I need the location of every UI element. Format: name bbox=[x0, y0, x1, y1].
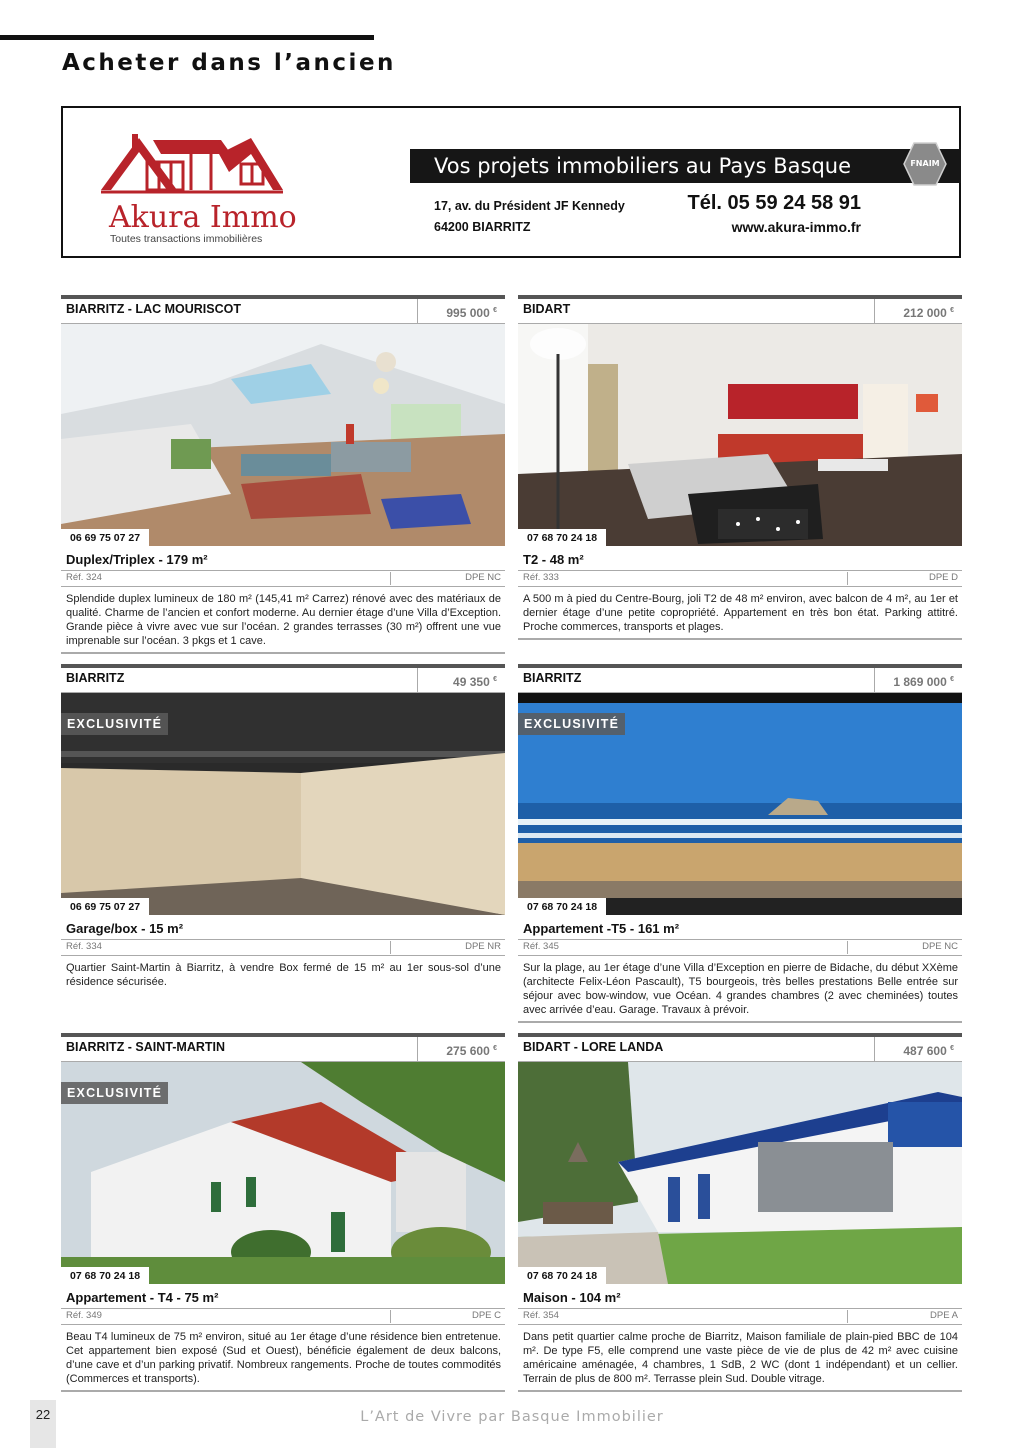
listing-dpe: DPE NC bbox=[847, 941, 958, 954]
page-footer: L’Art de Vivre par Basque Immobilier bbox=[360, 1409, 664, 1425]
listing-title: Duplex/Triplex - 179 m² bbox=[66, 552, 208, 567]
address-line-1: 17, av. du Président JF Kennedy bbox=[434, 199, 625, 213]
listing-phone[interactable]: 06 69 75 07 27 bbox=[61, 529, 149, 546]
listing-city: BIARRITZ bbox=[523, 671, 582, 685]
listing-ref: Réf. 354 bbox=[523, 1310, 559, 1321]
listing-meta bbox=[61, 1308, 505, 1325]
listing-meta bbox=[518, 1308, 962, 1325]
listing-city: BIARRITZ bbox=[66, 671, 125, 685]
agency-address bbox=[434, 196, 625, 238]
fnaim-badge-label: FNAIM bbox=[910, 159, 940, 168]
listing-title: Appartement -T5 - 161 m² bbox=[523, 921, 680, 936]
listing-dpe: DPE C bbox=[390, 1310, 501, 1323]
listing-title: Appartement - T4 - 75 m² bbox=[66, 1290, 219, 1305]
listing-phone[interactable]: 07 68 70 24 18 bbox=[518, 898, 606, 915]
listing-ref: Réf. 349 bbox=[66, 1310, 102, 1321]
listing-photo[interactable] bbox=[61, 324, 505, 546]
listing-dpe: DPE A bbox=[847, 1310, 958, 1323]
listing-price: 49 350 € bbox=[417, 668, 505, 692]
listing-header bbox=[518, 295, 962, 324]
listing-footer-rule bbox=[518, 638, 962, 640]
listing-description: Beau T4 lumineux de 75 m² environ, situé au 1er étage d’une résidence bien entretenue. Cet appartement bien exposé (Sud et Ouest), bénéficie également de deux balcons, d’une cave et d’un parking privatif. Nombreux rangements. Proche de toutes commodités (Commerces et transports). bbox=[66, 1331, 501, 1385]
listing-phone[interactable]: 07 68 70 24 18 bbox=[518, 529, 606, 546]
listing-price: 1 869 000 € bbox=[874, 668, 962, 692]
listing-description: A 500 m à pied du Centre-Bourg, joli T2 de 48 m² environ, avec balcon de 4 m², au 1er et dernier étage d’une petite copropriété. Appartement en très bon état. Parking attitré. Proche commerces, transports et plages. bbox=[523, 593, 958, 633]
address-line-2: 64200 BIARRITZ bbox=[434, 220, 531, 234]
listing-description: Quartier Saint-Martin à Biarritz, à vendre Box fermé de 15 m² au 1er sous-sol d’une résidence sécurisée. bbox=[66, 962, 501, 988]
listing-footer-rule bbox=[518, 1390, 962, 1392]
listing-meta bbox=[61, 570, 505, 587]
agency-website[interactable]: www.akura-immo.fr bbox=[731, 219, 861, 235]
listing-footer-rule bbox=[61, 1390, 505, 1392]
top-rule bbox=[0, 35, 374, 40]
agency-tagline: Toutes transactions immobilières bbox=[110, 233, 263, 245]
listing-dpe: DPE D bbox=[847, 572, 958, 585]
listing-city: BIDART - LORE LANDA bbox=[523, 1040, 664, 1054]
listing-city: BIARRITZ - LAC MOURISCOT bbox=[66, 302, 241, 316]
listing-price: 212 000 € bbox=[874, 299, 962, 323]
section-title: Acheter dans l’ancien bbox=[62, 50, 396, 76]
listing-description: Sur la plage, au 1er étage d’une Villa d’Exception en pierre de Bidache, du début XXème (architecte Felix-Léon Pascault), T5 bourgeois, très belles prestations Belle entrée sur séjour avec bow-window, vue Océan. 4 grandes chambres (2 avec cheminées) toutes avec arrivée d’eau. Garage. Travaux à prévoir. bbox=[523, 962, 958, 1016]
listing-footer-rule bbox=[61, 652, 505, 654]
listing-card[interactable] bbox=[518, 295, 962, 640]
listing-photo[interactable] bbox=[61, 1062, 505, 1284]
agency-phone: Tél. 05 59 24 58 91 bbox=[687, 192, 861, 214]
listing-city: BIDART bbox=[523, 302, 571, 316]
listing-city: BIARRITZ - SAINT-MARTIN bbox=[66, 1040, 226, 1054]
listing-phone[interactable]: 07 68 70 24 18 bbox=[61, 1267, 149, 1284]
house-logo-icon bbox=[101, 132, 283, 198]
banner-text: Vos projets immobiliers au Pays Basque bbox=[434, 154, 852, 178]
listing-ref: Réf. 333 bbox=[523, 572, 559, 583]
listing-photo[interactable] bbox=[518, 693, 962, 915]
listing-header bbox=[518, 1033, 962, 1062]
listing-meta bbox=[518, 570, 962, 587]
listing-header bbox=[61, 664, 505, 693]
listing-header bbox=[518, 664, 962, 693]
listing-dpe: DPE NR bbox=[390, 941, 501, 954]
agency-banner bbox=[410, 149, 961, 183]
listing-header bbox=[61, 295, 505, 324]
listing-meta bbox=[518, 939, 962, 956]
loft-interior-photo bbox=[61, 324, 505, 546]
living-room-photo bbox=[518, 324, 962, 546]
fnaim-badge-icon bbox=[903, 142, 947, 186]
listing-footer-rule bbox=[518, 1021, 962, 1023]
listing-header bbox=[61, 1033, 505, 1062]
listing-card[interactable] bbox=[518, 664, 962, 1023]
listing-dpe: DPE NC bbox=[390, 572, 501, 585]
listing-card[interactable] bbox=[61, 664, 505, 1009]
listing-photo[interactable] bbox=[518, 324, 962, 546]
listing-photo[interactable] bbox=[518, 1062, 962, 1284]
listing-description: Dans petit quartier calme proche de Biarritz, Maison familiale de plain-pied BBC de 104 m². De type F5, elle comprend une vaste pièce de vie de plus de 42 m² avec cuisine américaine aménagée, 4 chambres, 1 SdB, 2 WC (dont 1 indépendant) et un cellier. Terrain de plus de 800 m². Terrasse plein Sud. Double vitrage. bbox=[523, 1331, 958, 1385]
agency-advert bbox=[61, 106, 961, 258]
listing-ref: Réf. 324 bbox=[66, 572, 102, 583]
listing-photo[interactable] bbox=[61, 693, 505, 915]
house-photo bbox=[518, 1062, 962, 1284]
exclusive-badge: EXCLUSIVITÉ bbox=[61, 713, 168, 735]
listing-card[interactable] bbox=[518, 1033, 962, 1392]
listing-description: Splendide duplex lumineux de 180 m² (145,41 m² Carrez) rénové avec des matériaux de qualité. Charme de l’ancien et confort moderne. Au dernier étage d’une Villa d’Exception. Grande pièce à vivre avec vue sur l’océan. 2 grandes terrasses (30 m²) offrent une vue imprenable sur l’océan. 3 pkgs et 1 cave. bbox=[66, 593, 501, 647]
exclusive-badge: EXCLUSIVITÉ bbox=[61, 1082, 168, 1104]
listing-ref: Réf. 334 bbox=[66, 941, 102, 952]
listing-phone[interactable]: 07 68 70 24 18 bbox=[518, 1267, 606, 1284]
listing-meta bbox=[61, 939, 505, 956]
agency-name: Akura Immo bbox=[109, 200, 297, 235]
listing-title: Maison - 104 m² bbox=[523, 1290, 621, 1305]
listing-price: 995 000 € bbox=[417, 299, 505, 323]
exclusive-badge: EXCLUSIVITÉ bbox=[518, 713, 625, 735]
listing-price: 275 600 € bbox=[417, 1037, 505, 1061]
listing-phone[interactable]: 06 69 75 07 27 bbox=[61, 898, 149, 915]
listing-price: 487 600 € bbox=[874, 1037, 962, 1061]
listing-title: Garage/box - 15 m² bbox=[66, 921, 184, 936]
listing-card[interactable] bbox=[61, 295, 505, 654]
listing-ref: Réf. 345 bbox=[523, 941, 559, 952]
listing-card[interactable] bbox=[61, 1033, 505, 1392]
listing-title: T2 - 48 m² bbox=[523, 552, 584, 567]
page-number: 22 bbox=[30, 1400, 56, 1448]
